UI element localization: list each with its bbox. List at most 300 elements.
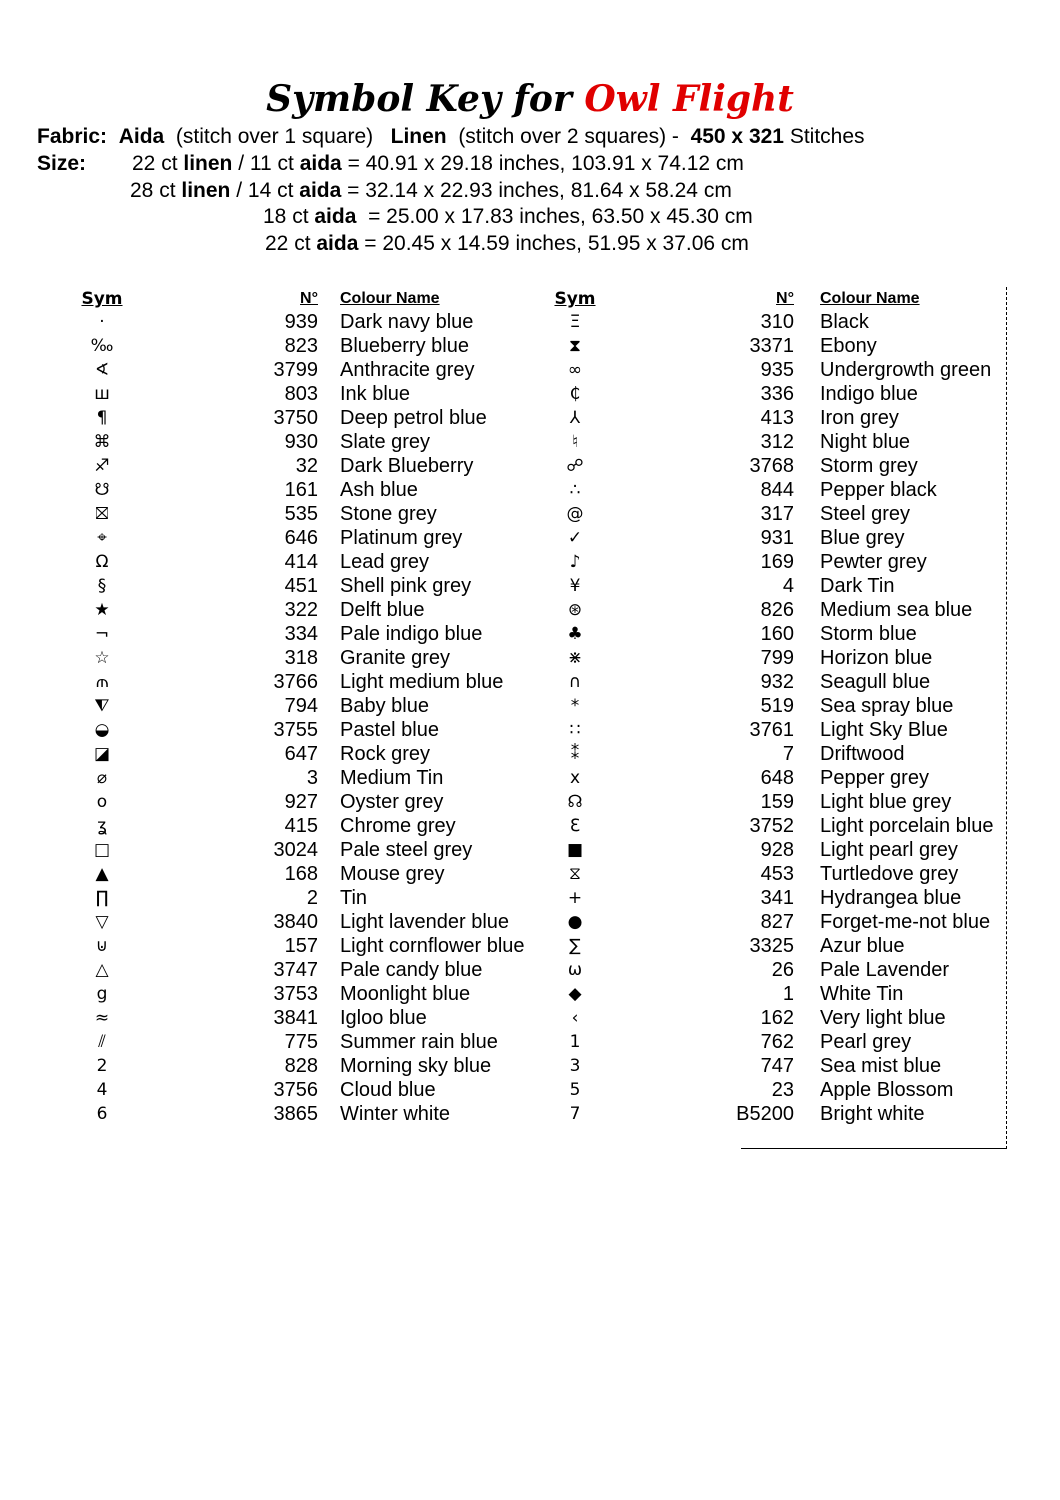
symbol-glyph-icon: ¬ — [94, 624, 110, 644]
colour-name: Igloo blue — [340, 1007, 427, 1029]
symbol-glyph-icon: ∷ — [569, 720, 581, 740]
dmc-number: 939 — [284, 311, 318, 333]
table-row — [72, 910, 525, 934]
table-row — [545, 1102, 993, 1126]
table-border-right — [1006, 287, 1007, 1149]
fabric-label: Fabric: — [37, 125, 108, 148]
dmc-number: 168 — [284, 863, 318, 885]
table-row — [72, 694, 525, 718]
colour-name: Blue grey — [820, 527, 905, 549]
colour-name: Very light blue — [820, 1007, 946, 1029]
symbol-glyph-icon: ⧗ — [569, 336, 581, 356]
header-sym: Sym — [554, 289, 596, 309]
table-row — [545, 742, 993, 766]
symbol-glyph-icon: 6 — [96, 1104, 108, 1124]
colour-name: Black — [820, 311, 869, 333]
colour-name: Granite grey — [340, 647, 451, 669]
colour-name: Shell pink grey — [340, 575, 472, 597]
table-row — [72, 1078, 525, 1102]
dmc-number: 310 — [760, 311, 794, 333]
symbol-glyph-icon: g — [96, 984, 108, 1004]
colour-name: Stone grey — [340, 503, 437, 525]
symbol-glyph-icon: ☊ — [567, 792, 583, 812]
table-row — [72, 790, 525, 814]
colour-name: Light pearl grey — [820, 839, 958, 861]
symbol-glyph-icon: ω — [567, 960, 583, 980]
table-row — [545, 382, 993, 406]
dmc-number: 826 — [760, 599, 794, 621]
dmc-number: 3865 — [273, 1103, 318, 1125]
symbol-glyph-icon: ⫽ — [98, 1032, 106, 1052]
dmc-number: 799 — [760, 647, 794, 669]
table-row — [545, 886, 993, 910]
symbol-glyph-icon: ◪ — [93, 744, 111, 764]
header-num: N° — [776, 290, 794, 307]
table-row — [545, 310, 993, 334]
dmc-number: 413 — [760, 407, 794, 429]
dmc-number: 3755 — [273, 719, 318, 741]
dmc-number: 160 — [760, 623, 794, 645]
symbol-glyph-icon: · — [99, 312, 105, 332]
dmc-number: 930 — [284, 431, 318, 453]
table-row — [545, 934, 993, 958]
symbol-glyph-icon: ≈ — [94, 1008, 110, 1028]
colour-name: Deep petrol blue — [340, 407, 487, 429]
table-row — [72, 862, 525, 886]
symbol-glyph-icon: ⫙ — [96, 672, 108, 692]
pattern-name: Owl Flight — [584, 78, 794, 120]
symbol-glyph-icon: ⧨ — [94, 696, 110, 716]
colour-name: Light medium blue — [340, 671, 504, 693]
table-row — [545, 646, 993, 670]
dmc-number: 927 — [284, 791, 318, 813]
table-row — [545, 694, 993, 718]
dmc-number: 32 — [295, 455, 318, 477]
dmc-number: 4 — [782, 575, 794, 597]
colour-name: White Tin — [820, 983, 904, 1005]
symbol-glyph-icon: ☍ — [566, 456, 584, 476]
colour-name: Baby blue — [340, 695, 429, 717]
table-row — [545, 982, 993, 1006]
fabric-linen: Linen — [390, 125, 447, 148]
dmc-number: 827 — [760, 911, 794, 933]
table-row — [545, 334, 993, 358]
colour-name: Ash blue — [340, 479, 418, 501]
table-row — [545, 454, 993, 478]
dmc-number: 935 — [760, 359, 794, 381]
symbol-glyph-icon: ● — [567, 912, 583, 932]
symbol-glyph-icon: x — [569, 768, 581, 788]
table-row — [72, 814, 525, 838]
table-row — [72, 622, 525, 646]
symbol-glyph-icon: ⌘ — [93, 432, 111, 452]
colour-name: Storm grey — [820, 455, 918, 477]
symbol-glyph-icon: ∢ — [94, 360, 110, 380]
dmc-number: 3841 — [273, 1007, 318, 1029]
symbol-glyph-icon: @ — [566, 504, 584, 524]
table-row — [72, 478, 525, 502]
colour-name: Ebony — [820, 335, 877, 357]
dmc-number: 647 — [284, 743, 318, 765]
dmc-number: 336 — [760, 383, 794, 405]
symbol-glyph-icon: ♐ — [94, 456, 110, 476]
size-line: 22 ct aida = 20.45 x 14.59 inches, 51.95 x 37.06 cm — [265, 232, 749, 255]
colour-name: Horizon blue — [820, 647, 933, 669]
size-label-wrap — [37, 151, 86, 177]
dmc-number: 157 — [284, 935, 318, 957]
symbol-glyph-icon: ■ — [566, 840, 584, 860]
symbol-glyph-icon: ‰ — [90, 336, 114, 356]
table-row — [545, 550, 993, 574]
colour-name: Azur blue — [820, 935, 905, 957]
table-row — [72, 526, 525, 550]
dmc-number: 931 — [760, 527, 794, 549]
symbol-glyph-icon: ⌀ — [96, 768, 108, 788]
dmc-number: 161 — [284, 479, 318, 501]
colour-name: Light blue grey — [820, 791, 952, 813]
dmc-number: 775 — [284, 1031, 318, 1053]
symbol-glyph-icon: + — [567, 888, 583, 908]
page-title — [0, 78, 1060, 120]
table-row — [545, 1054, 993, 1078]
table-row — [72, 958, 525, 982]
symbol-glyph-icon: ⊛ — [567, 600, 583, 620]
table-row — [545, 430, 993, 454]
symbol-glyph-icon: 7 — [569, 1104, 581, 1124]
dmc-number: 3756 — [273, 1079, 318, 1101]
dmc-number: 322 — [284, 599, 318, 621]
symbol-glyph-icon: ♮ — [571, 432, 579, 452]
table-row — [72, 574, 525, 598]
dmc-number: 3747 — [273, 959, 318, 981]
symbol-glyph-icon: ¥ — [569, 576, 581, 596]
colour-name: Tin — [340, 887, 368, 909]
dmc-number: 844 — [760, 479, 794, 501]
symbol-glyph-icon: ₵ — [569, 384, 581, 404]
colour-name: Pewter grey — [820, 551, 927, 573]
symbol-glyph-icon: * — [570, 696, 580, 716]
table-row — [72, 886, 525, 910]
symbol-glyph-icon: § — [97, 576, 107, 596]
table-row — [72, 310, 525, 334]
colour-name: Oyster grey — [340, 791, 444, 813]
colour-name: Undergrowth green — [820, 359, 992, 381]
symbol-glyph-icon: ∩ — [568, 672, 582, 692]
symbol-glyph-icon: ⅄ — [569, 408, 581, 428]
dmc-number: 803 — [284, 383, 318, 405]
symbol-glyph-icon: ∞ — [567, 360, 583, 380]
dmc-number: 3371 — [749, 335, 794, 357]
table-border-bottom — [741, 1148, 1007, 1149]
dmc-number: 828 — [284, 1055, 318, 1077]
colour-name: Pale steel grey — [340, 839, 473, 861]
colour-name: Indigo blue — [820, 383, 918, 405]
symbol-glyph-icon: ∴ — [569, 480, 581, 500]
colour-name: Light lavender blue — [340, 911, 510, 933]
dmc-number: 318 — [284, 647, 318, 669]
fabric-aida: Aida — [118, 125, 165, 148]
table-row — [545, 1006, 993, 1030]
colour-name: Sea spray blue — [820, 695, 954, 717]
colour-name: Pepper black — [820, 479, 937, 501]
table-row — [72, 1006, 525, 1030]
table-row — [545, 814, 993, 838]
header-name: Colour Name — [340, 290, 440, 307]
table-row — [72, 646, 525, 670]
size-label: Size: — [37, 152, 87, 175]
dmc-number: 159 — [760, 791, 794, 813]
title-prefix: Symbol Key for — [266, 78, 572, 120]
dmc-number: 3 — [306, 767, 318, 789]
colour-name: Lead grey — [340, 551, 429, 573]
symbol-glyph-icon: ⛝ — [95, 504, 109, 524]
colour-name: Medium sea blue — [820, 599, 973, 621]
dmc-number: 747 — [760, 1055, 794, 1077]
symbol-glyph-icon: □ — [93, 840, 111, 860]
table-row — [545, 622, 993, 646]
dmc-number: 3325 — [749, 935, 794, 957]
dmc-number: 823 — [284, 335, 318, 357]
dmc-number: 3799 — [273, 359, 318, 381]
table-row — [545, 478, 993, 502]
table-row — [72, 742, 525, 766]
dmc-number: 535 — [284, 503, 318, 525]
colour-name: Chrome grey — [340, 815, 456, 837]
dmc-number: 2 — [306, 887, 318, 909]
colour-name: Light porcelain blue — [820, 815, 994, 837]
header-name: Colour Name — [820, 290, 920, 307]
colour-name: Storm blue — [820, 623, 917, 645]
table-row — [72, 550, 525, 574]
dmc-number: B5200 — [736, 1103, 794, 1125]
symbol-glyph-icon: Ξ — [569, 312, 581, 332]
dmc-number: 794 — [284, 695, 318, 717]
table-row — [545, 838, 993, 862]
colour-name: Medium Tin — [340, 767, 444, 789]
colour-name: Dark Blueberry — [340, 455, 474, 477]
dmc-number: 3768 — [749, 455, 794, 477]
dmc-number: 3840 — [273, 911, 318, 933]
symbol-glyph-icon: ⋇ — [567, 648, 583, 668]
dmc-number: 762 — [760, 1031, 794, 1053]
table-row — [72, 358, 525, 382]
dmc-number: 162 — [760, 1007, 794, 1029]
colour-name: Mouse grey — [340, 863, 445, 885]
colour-name: Cloud blue — [340, 1079, 436, 1101]
colour-name: Sea mist blue — [820, 1055, 942, 1077]
table-header — [72, 288, 525, 310]
symbol-glyph-icon: Ω — [95, 552, 109, 572]
symbol-table-left — [72, 288, 525, 1126]
symbol-table-right — [545, 288, 993, 1126]
size-line: 28 ct linen / 14 ct aida = 32.14 x 22.93 inches, 81.64 x 58.24 cm — [130, 179, 732, 202]
table-row — [72, 982, 525, 1006]
colour-name: Pearl grey — [820, 1031, 912, 1053]
colour-name: Pale candy blue — [340, 959, 483, 981]
dmc-number: 451 — [284, 575, 318, 597]
colour-name: Moonlight blue — [340, 983, 471, 1005]
header-num: N° — [300, 290, 318, 307]
symbol-glyph-icon: ◆ — [568, 984, 582, 1004]
dmc-number: 932 — [760, 671, 794, 693]
fabric-aida-note: (stitch over 1 square) — [175, 125, 374, 148]
symbol-glyph-icon: ш — [94, 384, 110, 404]
table-row — [72, 334, 525, 358]
dmc-number: 169 — [760, 551, 794, 573]
colour-name: Dark navy blue — [340, 311, 474, 333]
symbol-glyph-icon: ✓ — [567, 528, 583, 548]
colour-name: Rock grey — [340, 743, 431, 765]
colour-name: Dark Tin — [820, 575, 895, 597]
table-row — [72, 718, 525, 742]
symbol-glyph-icon: 4 — [96, 1080, 108, 1100]
dmc-number: 3024 — [273, 839, 318, 861]
table-row — [72, 406, 525, 430]
colour-name: Apple Blossom — [820, 1079, 954, 1101]
dmc-number: 3761 — [749, 719, 794, 741]
symbol-glyph-icon: o — [96, 792, 108, 812]
table-row — [72, 502, 525, 526]
header-sym: Sym — [81, 289, 123, 309]
table-row — [72, 598, 525, 622]
symbol-glyph-icon: ⧖ — [569, 864, 581, 884]
colour-name: Summer rain blue — [340, 1031, 498, 1053]
dmc-number: 414 — [284, 551, 318, 573]
colour-name: Pale Lavender — [820, 959, 949, 981]
table-header — [545, 288, 993, 310]
table-row — [545, 598, 993, 622]
colour-name: Pastel blue — [340, 719, 439, 741]
size-line: 18 ct aida = 25.00 x 17.83 inches, 63.50 x 45.30 cm — [263, 205, 753, 228]
colour-name: Ink blue — [340, 383, 411, 405]
table-row — [72, 1054, 525, 1078]
symbol-glyph-icon: ∑ — [569, 936, 581, 956]
colour-name: Platinum grey — [340, 527, 463, 549]
colour-name: Driftwood — [820, 743, 905, 765]
table-row — [72, 382, 525, 406]
colour-name: Pale indigo blue — [340, 623, 483, 645]
table-row — [72, 1030, 525, 1054]
colour-name: Delft blue — [340, 599, 425, 621]
dmc-number: 7 — [782, 743, 794, 765]
stitches-label: Stitches — [789, 125, 865, 148]
table-row — [545, 958, 993, 982]
table-row — [545, 790, 993, 814]
table-row — [545, 574, 993, 598]
table-row — [72, 838, 525, 862]
table-row — [545, 358, 993, 382]
colour-name: Light cornflower blue — [340, 935, 525, 957]
table-row — [72, 454, 525, 478]
symbol-glyph-icon: ☆ — [94, 648, 110, 668]
stitch-count: 450 x 321 — [690, 125, 784, 148]
dmc-number: 334 — [284, 623, 318, 645]
fabric-linen-note: (stitch over 2 squares) - — [458, 125, 679, 148]
table-row — [545, 766, 993, 790]
symbol-glyph-icon: ▽ — [95, 912, 109, 932]
dmc-number: 341 — [760, 887, 794, 909]
symbol-glyph-icon: ★ — [94, 600, 110, 620]
symbol-glyph-icon: ¶ — [96, 408, 108, 428]
dmc-number: 312 — [760, 431, 794, 453]
table-row — [545, 1030, 993, 1054]
fabric-line — [37, 124, 865, 150]
colour-name: Bright white — [820, 1103, 925, 1125]
table-row — [545, 862, 993, 886]
symbol-glyph-icon: 3 — [569, 1056, 581, 1076]
dmc-number: 3766 — [273, 671, 318, 693]
symbol-glyph-icon: ⊍ — [95, 936, 109, 956]
table-row — [72, 1102, 525, 1126]
colour-name: Turtledove grey — [820, 863, 959, 885]
symbol-glyph-icon: ʓ — [97, 816, 107, 836]
symbol-glyph-icon: 1 — [569, 1032, 581, 1052]
symbol-glyph-icon: ♪ — [569, 552, 581, 572]
dmc-number: 23 — [771, 1079, 794, 1101]
symbol-glyph-icon: ▲ — [95, 864, 109, 884]
colour-name: Slate grey — [340, 431, 431, 453]
dmc-number: 928 — [760, 839, 794, 861]
dmc-number: 317 — [760, 503, 794, 525]
colour-name: Iron grey — [820, 407, 899, 429]
colour-name: Forget-me-not blue — [820, 911, 991, 933]
dmc-number: 1 — [782, 983, 794, 1005]
colour-name: Steel grey — [820, 503, 911, 525]
symbol-glyph-icon: ‹ — [571, 1008, 579, 1028]
symbol-glyph-icon: 2 — [96, 1056, 108, 1076]
colour-name: Light Sky Blue — [820, 719, 948, 741]
size-line: 22 ct linen / 11 ct aida = 40.91 x 29.18 inches, 103.91 x 74.12 cm — [132, 152, 744, 175]
colour-name: Morning sky blue — [340, 1055, 492, 1077]
symbol-glyph-icon: ∏ — [95, 888, 109, 908]
dmc-number: 3752 — [749, 815, 794, 837]
table-row — [545, 1078, 993, 1102]
dmc-number: 3753 — [273, 983, 318, 1005]
symbol-glyph-icon: 5 — [569, 1080, 581, 1100]
table-row — [72, 670, 525, 694]
table-row — [545, 910, 993, 934]
dmc-number: 646 — [284, 527, 318, 549]
colour-name: Hydrangea blue — [820, 887, 962, 909]
dmc-number: 453 — [760, 863, 794, 885]
table-row — [545, 406, 993, 430]
table-row — [72, 934, 525, 958]
table-row — [72, 430, 525, 454]
colour-name: Blueberry blue — [340, 335, 469, 357]
table-row — [72, 766, 525, 790]
symbol-glyph-icon: ◒ — [94, 720, 110, 740]
table-row — [545, 502, 993, 526]
symbol-glyph-icon: ⁑ — [570, 744, 580, 764]
colour-name: Winter white — [340, 1103, 451, 1125]
symbol-glyph-icon: ⌖ — [97, 528, 107, 548]
dmc-number: 648 — [760, 767, 794, 789]
symbol-glyph-icon: ℇ — [569, 816, 581, 836]
dmc-number: 3750 — [273, 407, 318, 429]
colour-name: Pepper grey — [820, 767, 929, 789]
colour-name: Night blue — [820, 431, 911, 453]
table-row — [545, 718, 993, 742]
table-row — [545, 670, 993, 694]
colour-name: Seagull blue — [820, 671, 931, 693]
symbol-glyph-icon: △ — [95, 960, 109, 980]
dmc-number: 519 — [760, 695, 794, 717]
dmc-number: 415 — [284, 815, 318, 837]
symbol-glyph-icon: ☋ — [94, 480, 110, 500]
table-row — [545, 526, 993, 550]
dmc-number: 26 — [771, 959, 794, 981]
symbol-glyph-icon: ♣ — [567, 624, 583, 644]
